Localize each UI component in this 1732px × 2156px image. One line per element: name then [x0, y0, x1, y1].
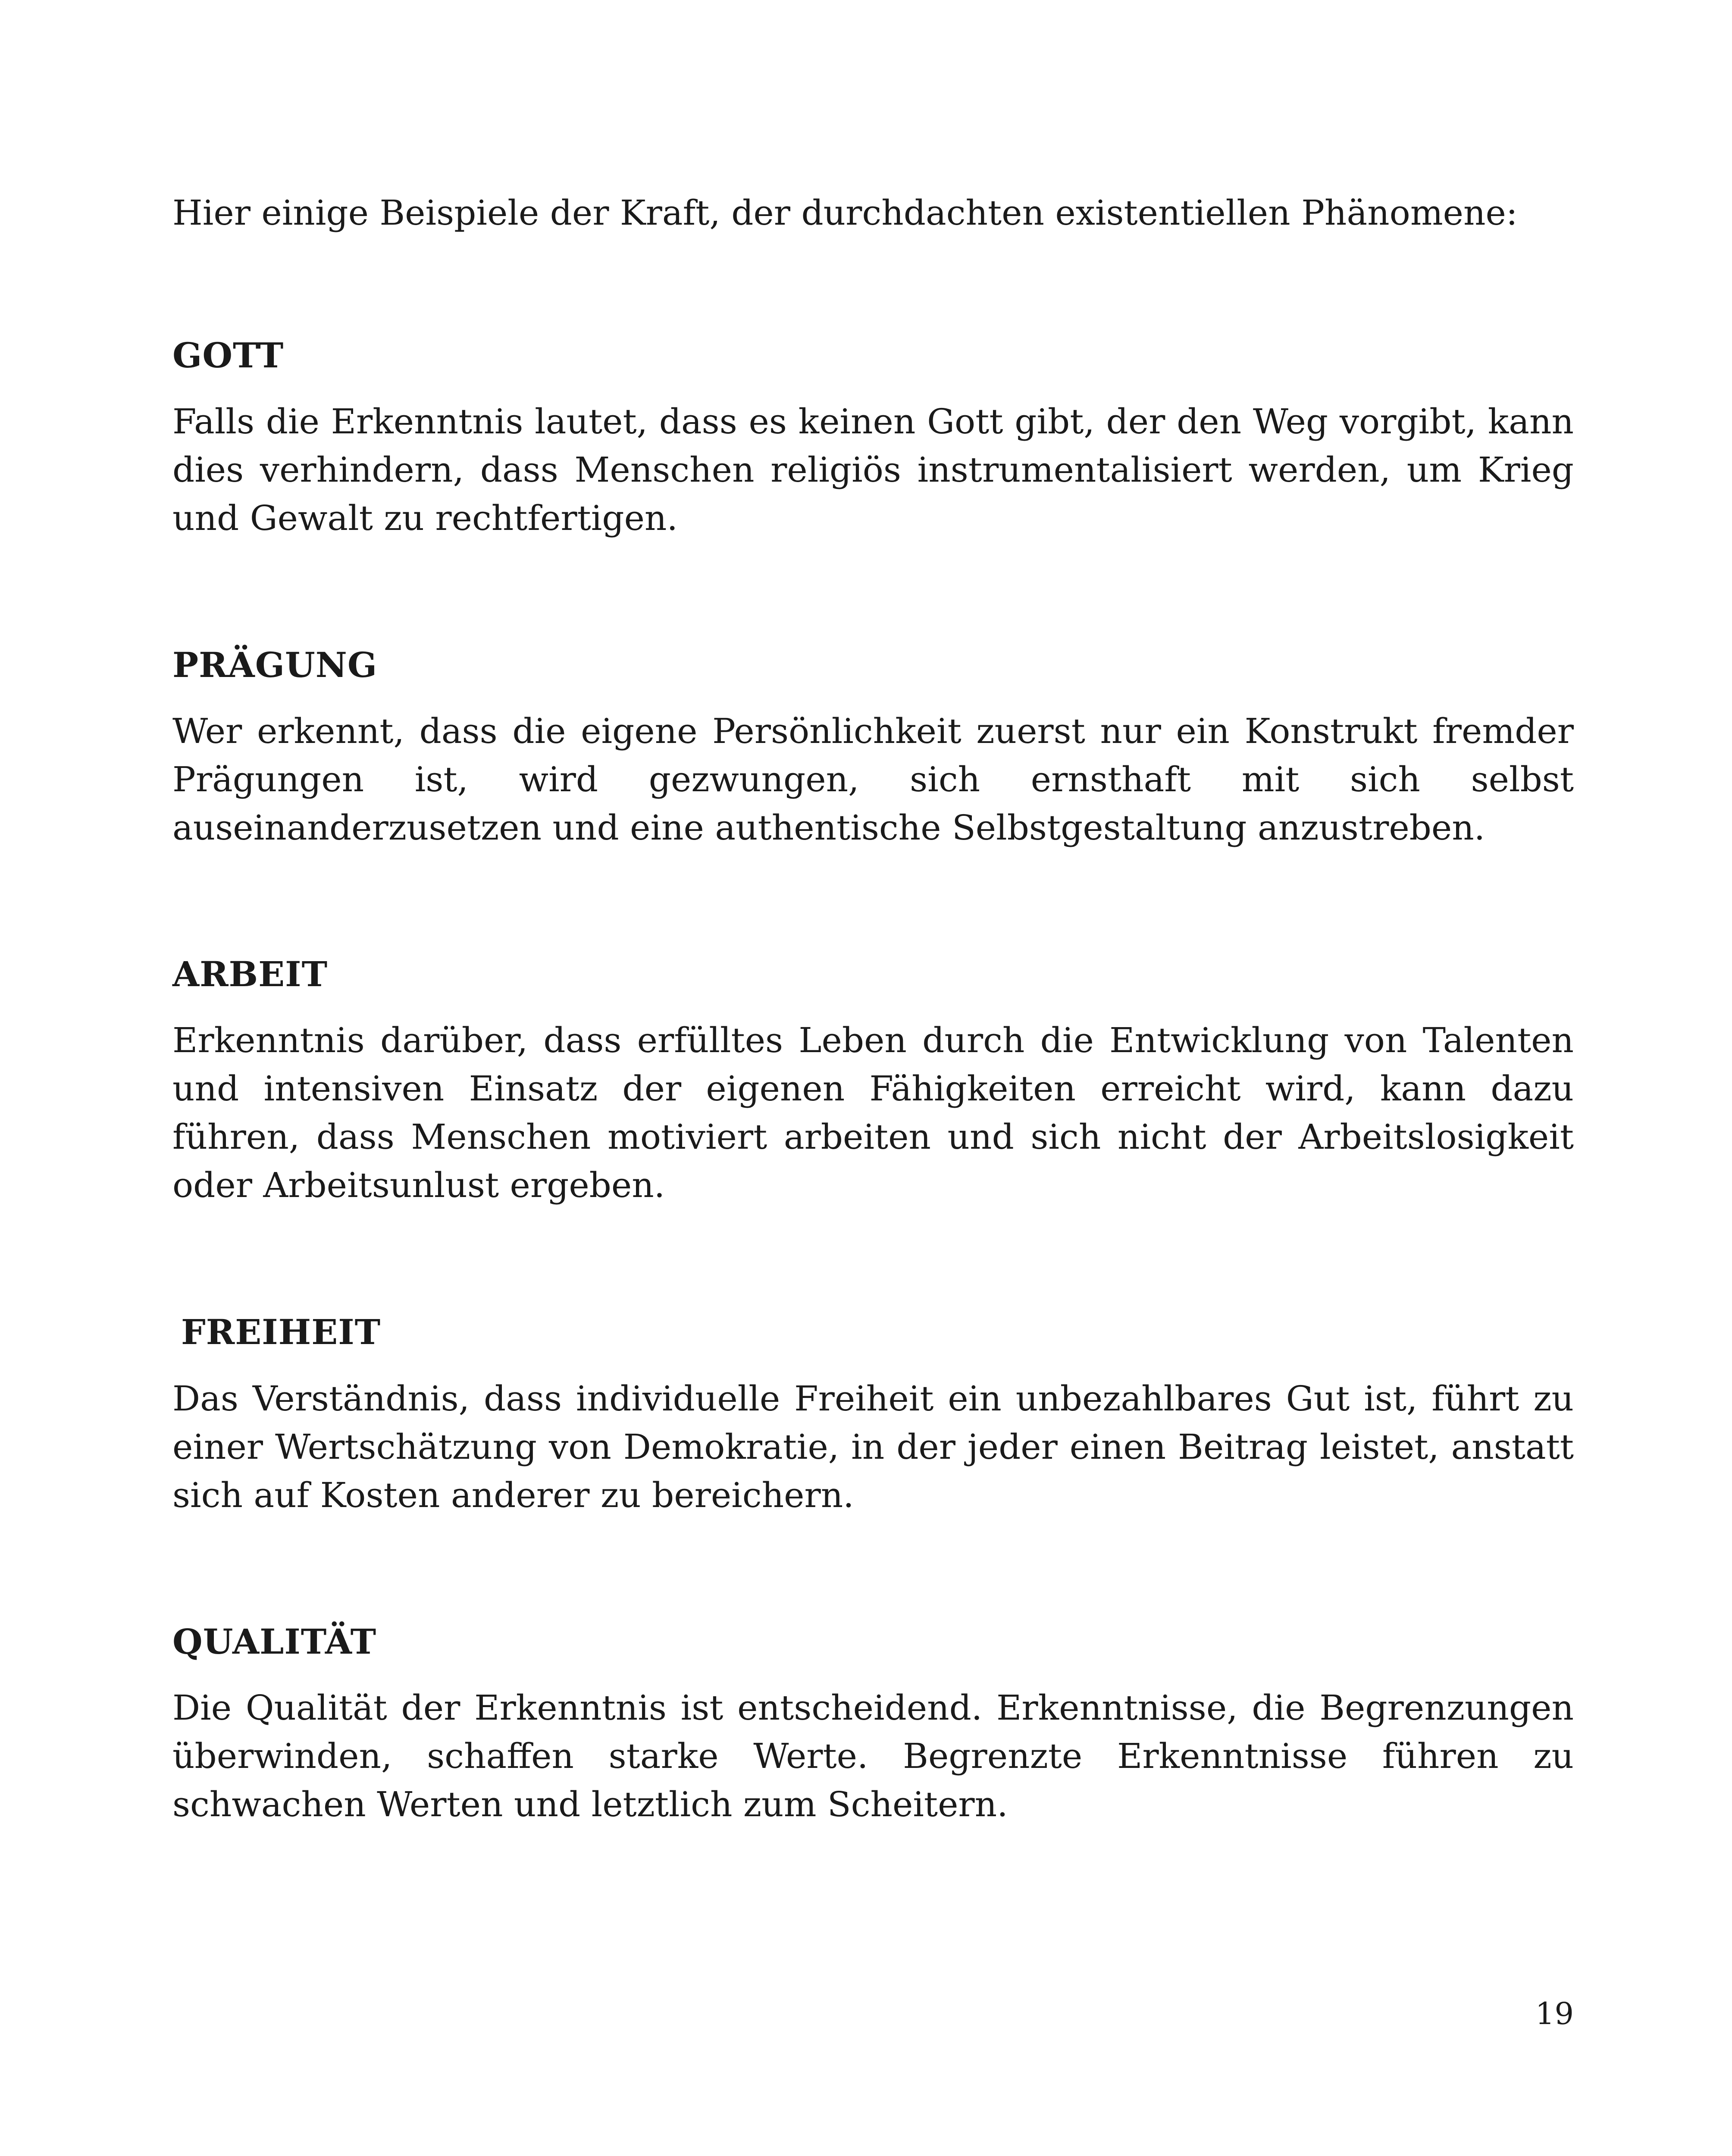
- heading-qualitaet: QUALITÄT: [172, 1621, 377, 1662]
- heading-praegung: PRÄGUNG: [172, 645, 378, 685]
- heading-gott: GOTT: [172, 335, 284, 376]
- intro-paragraph: Hier einige Beispiele der Kraft, der durchdachten existentiellen Phänomene:: [172, 193, 1518, 233]
- paragraph-freiheit: Das Verständnis, dass individuelle Freiheit ein unbezahlbares Gut ist, führt zu einer Wertschätzung von Demokratie, in der jeder einen Beitrag leistet, anstatt sich auf Kosten anderer zu bereichern.: [172, 1379, 1574, 1515]
- paragraph-gott: Falls die Erkenntnis lautet, dass es keinen Gott gibt, der den Weg vorgibt, kann dies verhindern, dass Menschen religiös instrumentalisiert werden, um Krieg und Gewalt zu rechtfertigen.: [172, 401, 1574, 538]
- paragraph-praegung: Wer erkennt, dass die eigene Persönlichkeit zuerst nur ein Konstrukt fremder Prägungen ist, wird gezwungen, sich ernsthaft mit sich selbst auseinanderzusetzen und eine authentische Selbstgestaltung anzustreben.: [172, 711, 1574, 848]
- page-number: 19: [1535, 1996, 1574, 2031]
- paragraph-arbeit: Erkenntnis darüber, dass erfülltes Leben durch die Entwicklung von Talenten und intensiven Einsatz der eigenen Fähigkeiten erreicht wird, kann dazu führen, dass Menschen motiviert arbeiten und sich nicht der Arbeitslosigkeit oder Arbeitsunlust ergeben.: [172, 1020, 1574, 1205]
- heading-freiheit: FREIHEIT: [181, 1312, 381, 1352]
- heading-arbeit: ARBEIT: [172, 954, 328, 994]
- paragraph-qualitaet: Die Qualität der Erkenntnis ist entscheidend. Erkenntnisse, die Begrenzungen überwinden, schaffen starke Werte. Begrenzte Erkenntnisse führen zu schwachen Werten und letztlich zum Scheitern.: [172, 1688, 1574, 1824]
